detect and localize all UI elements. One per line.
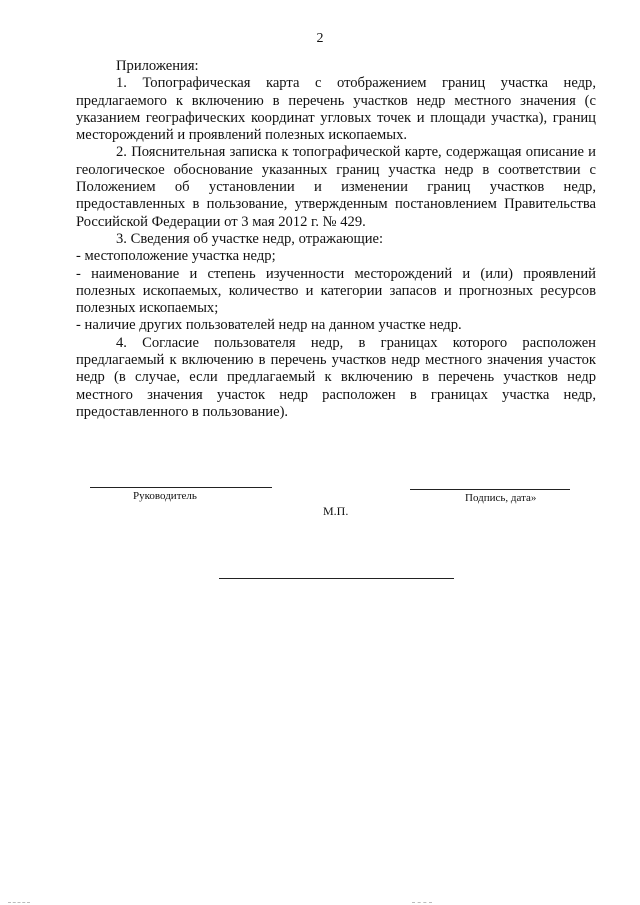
appendix-item-1: 1. Топографическая карта с отображением границ участка недр, предлагаемого к включению в перечень участков недр местного значения (с указанием географических координат угловых точек и площади участка), границ месторождений и проявлений полезных ископаемых. [76, 75, 596, 144]
closing-line [219, 578, 454, 579]
document-body [76, 58, 596, 421]
appendix-item-3-bullet-1: - местоположение участка недр; [76, 248, 276, 265]
head-label: Руководитель [133, 490, 197, 502]
appendix-item-2: 2. Пояснительная записка к топографической карте, содержащая описание и геологическое обоснование указанных границ участка недр в соответствии с Положением об установлении и изменении границ участков недр, предоставленных в пользование, утвержденным постановлением Правительства Российской Федерации от 3 мая 2012 г. № 429. [76, 144, 596, 230]
signature-date-line [410, 489, 570, 490]
scan-edge-mark-right [412, 902, 432, 903]
appendix-heading: Приложения: [116, 58, 199, 74]
appendix-item-4: 4. Согласие пользователя недр, в границах которого расположен предлагаемый к включению в перечень участков недр местного значения участок недр (в случае, если предлагаемый к включению в перечень участков недр местного значения участок недр расположен в границах участка недр, предоставленного в пользование). [76, 334, 596, 420]
appendix-item-3-bullet-2: - наименование и степень изученности месторождений и (или) проявлений полезных ископаемых, количество и категории запасов и прогнозных ресурсов полезных ископаемых; [76, 265, 596, 317]
appendix-item-3: 3. Сведения об участке недр, отражающие: [116, 230, 384, 247]
stamp-label: М.П. [323, 504, 349, 518]
signature-date-label: Подпись, дата» [465, 492, 537, 504]
appendix-item-3-bullet-3: - наличие других пользователей недр на данном участке недр. [76, 317, 462, 334]
scan-edge-mark-left [8, 902, 30, 903]
head-signature-line [90, 487, 272, 488]
page-number: 2 [316, 31, 324, 46]
